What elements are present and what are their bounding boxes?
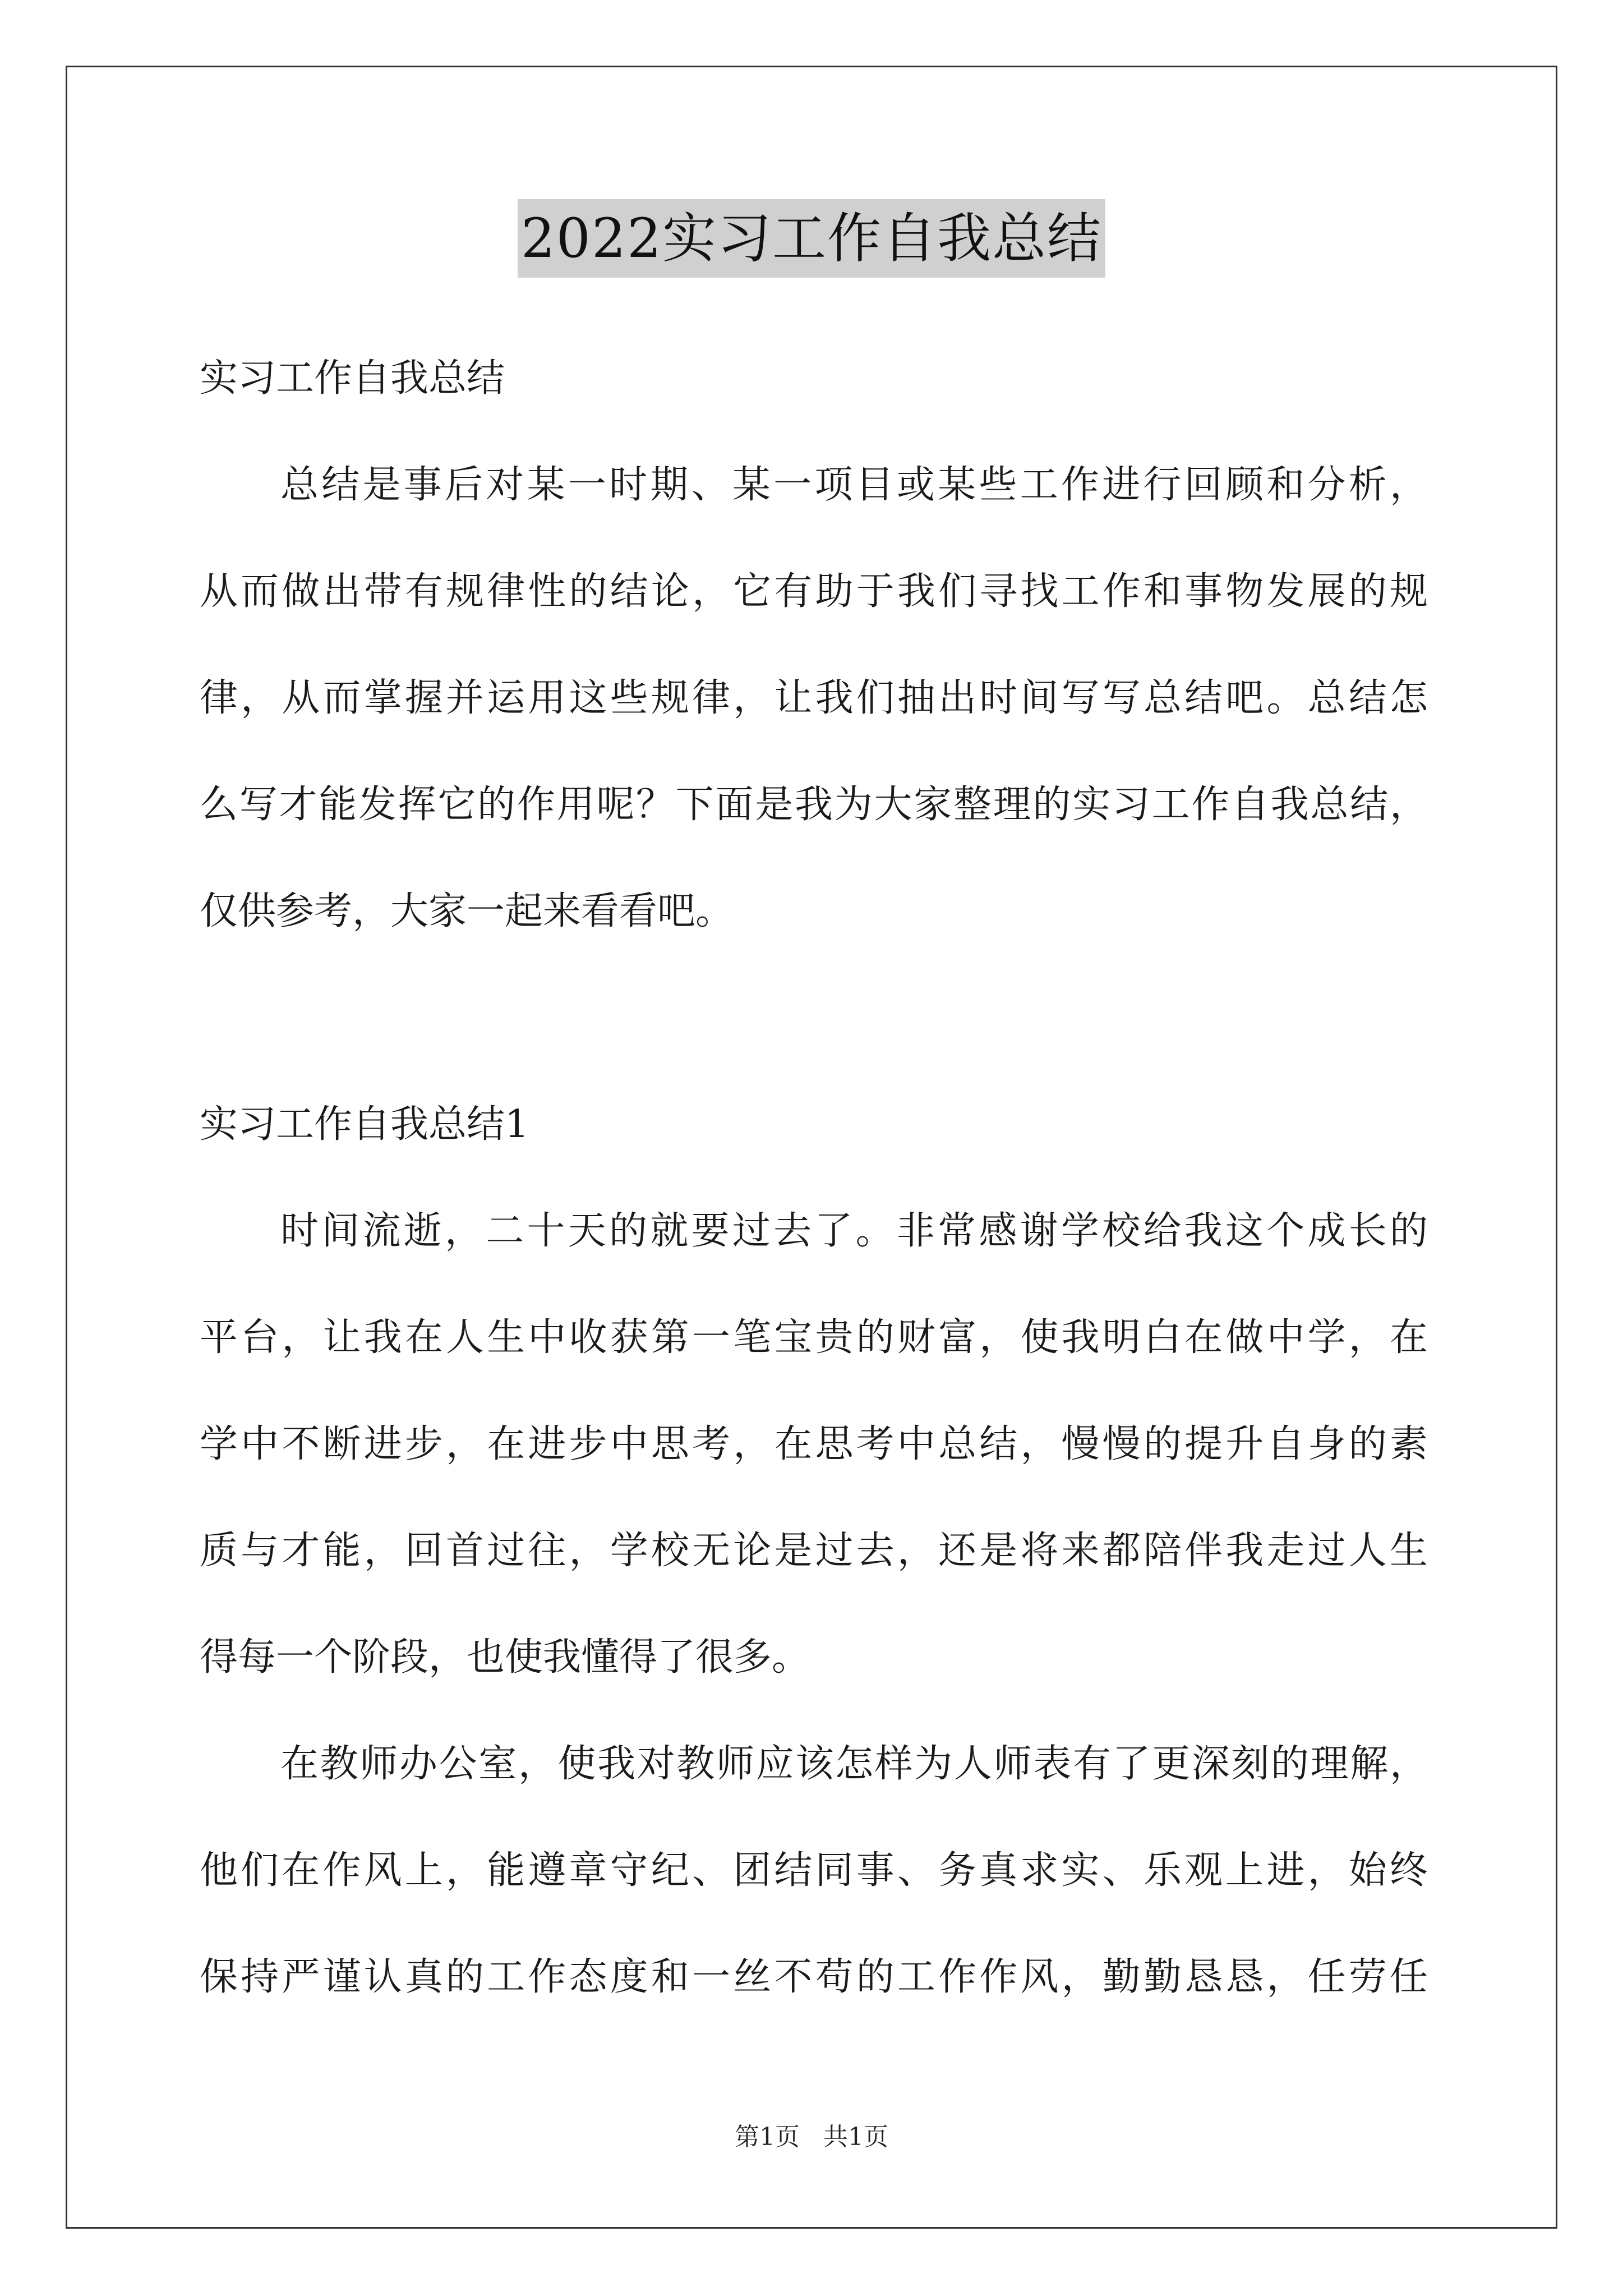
paragraph-line: 律，从而掌握并运用这些规律，让我们抽出时间写写总结吧。总结怎 xyxy=(200,676,1428,720)
document-title: 2022实习工作自我总结 xyxy=(518,199,1105,278)
paragraph-line: 时间流逝，二十天的就要过去了。非常感谢学校给我这个成长的 xyxy=(280,1209,1428,1253)
paragraph-line: 他们在作风上，能遵章守纪、团结同事、务真求实、乐观上进，始终 xyxy=(200,1848,1428,1893)
section-heading: 实习工作自我总结 xyxy=(200,356,505,401)
title-container xyxy=(0,199,1623,278)
page-footer: 第1页 共1页 xyxy=(735,2123,888,2151)
paragraph-line: 学中不断进步，在进步中思考，在思考中总结，慢慢的提升自身的素 xyxy=(200,1422,1428,1466)
paragraph-line: 在教师办公室，使我对教师应该怎样为人师表有了更深刻的理解， xyxy=(280,1742,1428,1786)
paragraph-line: 保持严谨认真的工作态度和一丝不苟的工作作风，勤勤恳恳，任劳任 xyxy=(200,1955,1428,1999)
section-heading: 实习工作自我总结1 xyxy=(200,1102,529,1147)
paragraph-line: 仅供参考，大家一起来看看吧。 xyxy=(200,889,734,933)
paragraph-line: 得每一个阶段，也使我懂得了很多。 xyxy=(200,1635,810,1680)
paragraph-line: 质与才能，回首过往，学校无论是过去，还是将来都陪伴我走过人生 xyxy=(200,1529,1428,1573)
paragraph-line: 从而做出带有规律性的结论，它有助于我们寻找工作和事物发展的规 xyxy=(200,569,1428,614)
paragraph-line: 总结是事后对某一时期、某一项目或某些工作进行回顾和分析， xyxy=(280,463,1428,507)
paragraph-line: 么写才能发挥它的作用呢？下面是我为大家整理的实习工作自我总结， xyxy=(200,783,1428,827)
paragraph-line: 平台，让我在人生中收获第一笔宝贵的财富，使我明白在做中学，在 xyxy=(200,1315,1428,1360)
